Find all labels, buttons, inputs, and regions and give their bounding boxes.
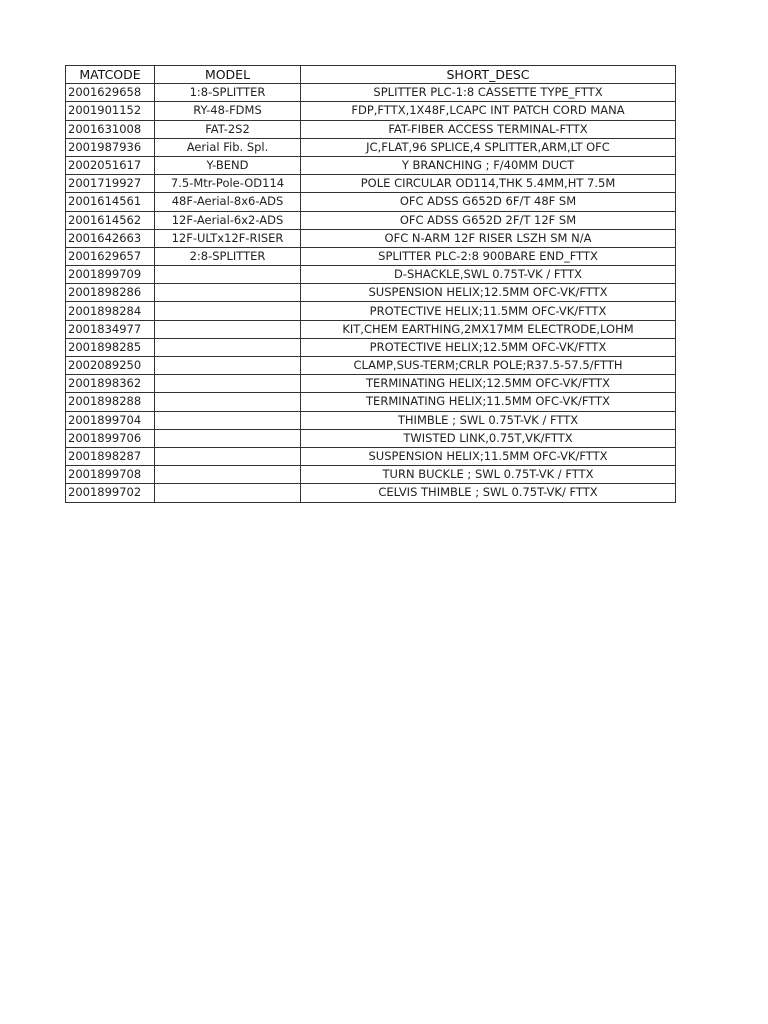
matcode-cell[interactable]: 2001898288 [66,393,155,411]
header-row [66,66,676,84]
model-cell[interactable] [155,393,301,411]
model-cell[interactable]: FAT-2S2 [155,120,301,138]
matcode-cell[interactable]: 2001898362 [66,375,155,393]
short-desc-cell[interactable]: POLE CIRCULAR OD114,THK 5.4MM,HT 7.5M [301,175,676,193]
matcode-cell[interactable]: 2001642663 [66,229,155,247]
short-desc-cell[interactable]: TURN BUCKLE ; SWL 0.75T-VK / FTTX [301,466,676,484]
table-row[interactable] [66,447,676,465]
model-cell[interactable] [155,338,301,356]
model-cell[interactable] [155,302,301,320]
header-short-desc[interactable]: SHORT_DESC [301,66,676,84]
matcode-cell[interactable]: 2002051617 [66,156,155,174]
matcode-cell[interactable]: 2001899706 [66,429,155,447]
model-cell[interactable] [155,375,301,393]
model-cell[interactable] [155,320,301,338]
table-row[interactable] [66,429,676,447]
model-cell[interactable]: Aerial Fib. Spl. [155,138,301,156]
table-row[interactable] [66,247,676,265]
model-cell[interactable]: 2:8-SPLITTER [155,247,301,265]
matcode-cell[interactable]: 2001629658 [66,84,155,102]
model-cell[interactable]: 12F-ULTx12F-RISER [155,229,301,247]
matcode-cell[interactable]: 2001898285 [66,338,155,356]
model-cell[interactable]: 1:8-SPLITTER [155,84,301,102]
table-row[interactable] [66,484,676,502]
matcode-cell[interactable]: 2001899704 [66,411,155,429]
short-desc-cell[interactable]: KIT,CHEM EARTHING,2MX17MM ELECTRODE,LOHM [301,320,676,338]
matcode-cell[interactable]: 2001719927 [66,175,155,193]
short-desc-cell[interactable]: D-SHACKLE,SWL 0.75T-VK / FTTX [301,266,676,284]
table-row[interactable] [66,302,676,320]
short-desc-cell[interactable]: PROTECTIVE HELIX;12.5MM OFC-VK/FTTX [301,338,676,356]
spreadsheet-sheet [65,65,675,503]
short-desc-cell[interactable]: FAT-FIBER ACCESS TERMINAL-FTTX [301,120,676,138]
model-cell[interactable] [155,357,301,375]
short-desc-cell[interactable]: SPLITTER PLC-1:8 CASSETTE TYPE_FTTX [301,84,676,102]
model-cell[interactable] [155,266,301,284]
table-row[interactable] [66,229,676,247]
model-cell[interactable]: 48F-Aerial-8x6-ADS [155,193,301,211]
table-row[interactable] [66,266,676,284]
table-row[interactable] [66,375,676,393]
table-row[interactable] [66,411,676,429]
table-row[interactable] [66,211,676,229]
model-cell[interactable] [155,484,301,502]
table-row[interactable] [66,320,676,338]
matcode-cell[interactable]: 2001899702 [66,484,155,502]
header-matcode[interactable]: MATCODE [66,66,155,84]
header-model[interactable]: MODEL [155,66,301,84]
material-table [65,65,676,503]
table-row[interactable] [66,102,676,120]
matcode-cell[interactable]: 2001898287 [66,447,155,465]
table-row[interactable] [66,357,676,375]
table-row[interactable] [66,84,676,102]
matcode-cell[interactable]: 2001614562 [66,211,155,229]
table-row[interactable] [66,393,676,411]
short-desc-cell[interactable]: FDP,FTTX,1X48F,LCAPC INT PATCH CORD MANA [301,102,676,120]
table-row[interactable] [66,175,676,193]
short-desc-cell[interactable]: Y BRANCHING ; F/40MM DUCT [301,156,676,174]
model-cell[interactable]: 12F-Aerial-6x2-ADS [155,211,301,229]
matcode-cell[interactable]: 2001834977 [66,320,155,338]
short-desc-cell[interactable]: SPLITTER PLC-2:8 900BARE END_FTTX [301,247,676,265]
short-desc-cell[interactable]: OFC N-ARM 12F RISER LSZH SM N/A [301,229,676,247]
table-body [66,84,676,502]
short-desc-cell[interactable]: JC,FLAT,96 SPLICE,4 SPLITTER,ARM,LT OFC [301,138,676,156]
short-desc-cell[interactable]: CLAMP,SUS-TERM;CRLR POLE;R37.5-57.5/FTTH [301,357,676,375]
short-desc-cell[interactable]: PROTECTIVE HELIX;11.5MM OFC-VK/FTTX [301,302,676,320]
model-cell[interactable]: RY-48-FDMS [155,102,301,120]
matcode-cell[interactable]: 2001899709 [66,266,155,284]
model-cell[interactable] [155,447,301,465]
short-desc-cell[interactable]: TERMINATING HELIX;11.5MM OFC-VK/FTTX [301,393,676,411]
matcode-cell[interactable]: 2001898286 [66,284,155,302]
table-row[interactable] [66,284,676,302]
matcode-cell[interactable]: 2001614561 [66,193,155,211]
table-row[interactable] [66,466,676,484]
short-desc-cell[interactable]: OFC ADSS G652D 6F/T 48F SM [301,193,676,211]
model-cell[interactable]: Y-BEND [155,156,301,174]
short-desc-cell[interactable]: TWISTED LINK,0.75T,VK/FTTX [301,429,676,447]
matcode-cell[interactable]: 2001987936 [66,138,155,156]
short-desc-cell[interactable]: THIMBLE ; SWL 0.75T-VK / FTTX [301,411,676,429]
table-row[interactable] [66,120,676,138]
matcode-cell[interactable]: 2001898284 [66,302,155,320]
matcode-cell[interactable]: 2001629657 [66,247,155,265]
matcode-cell[interactable]: 2002089250 [66,357,155,375]
model-cell[interactable] [155,429,301,447]
table-row[interactable] [66,138,676,156]
table-row[interactable] [66,193,676,211]
matcode-cell[interactable]: 2001901152 [66,102,155,120]
model-cell[interactable] [155,284,301,302]
short-desc-cell[interactable]: OFC ADSS G652D 2F/T 12F SM [301,211,676,229]
matcode-cell[interactable]: 2001631008 [66,120,155,138]
short-desc-cell[interactable]: SUSPENSION HELIX;12.5MM OFC-VK/FTTX [301,284,676,302]
model-cell[interactable]: 7.5-Mtr-Pole-OD114 [155,175,301,193]
table-row[interactable] [66,338,676,356]
short-desc-cell[interactable]: TERMINATING HELIX;12.5MM OFC-VK/FTTX [301,375,676,393]
short-desc-cell[interactable]: SUSPENSION HELIX;11.5MM OFC-VK/FTTX [301,447,676,465]
model-cell[interactable] [155,466,301,484]
matcode-cell[interactable]: 2001899708 [66,466,155,484]
short-desc-cell[interactable]: CELVIS THIMBLE ; SWL 0.75T-VK/ FTTX [301,484,676,502]
table-row[interactable] [66,156,676,174]
model-cell[interactable] [155,411,301,429]
